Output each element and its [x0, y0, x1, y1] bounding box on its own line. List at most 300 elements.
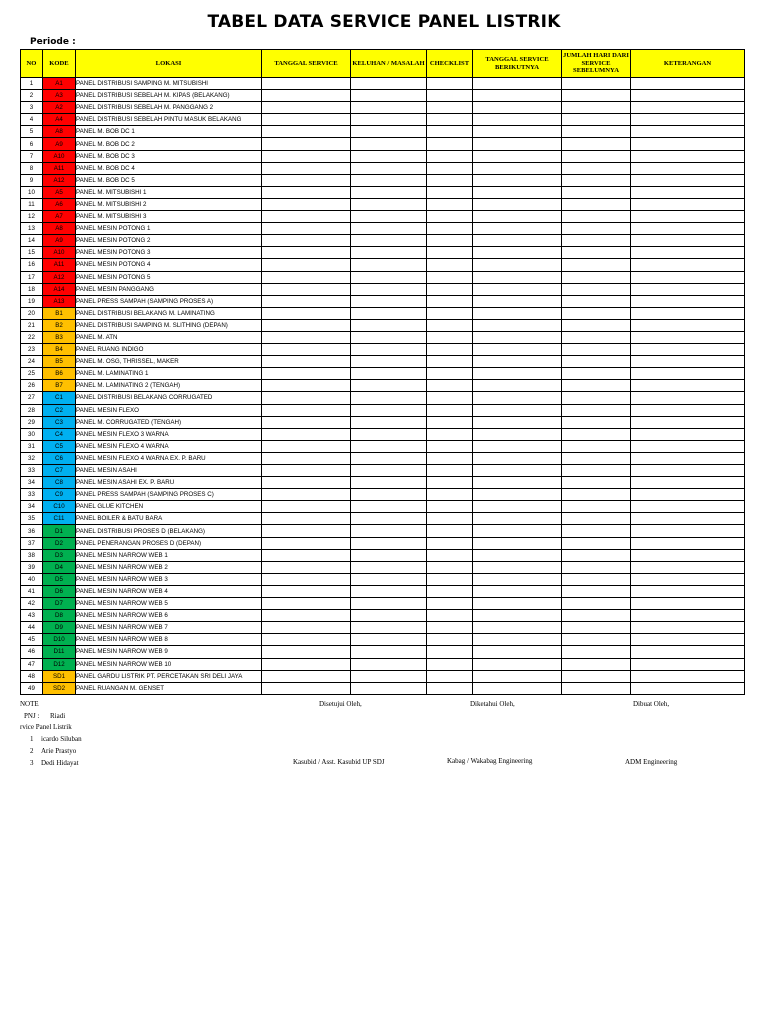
- table-row: [21, 392, 745, 404]
- row-no: 2: [21, 90, 43, 102]
- row-checklist: [427, 525, 473, 537]
- row-lokasi: PANEL DISTRIBUSI SAMPING M. MITSUBISHI: [76, 78, 262, 90]
- row-no: 1: [21, 78, 43, 90]
- service-table: [20, 49, 745, 695]
- row-lokasi: PANEL MESIN NARROW WEB 6: [76, 610, 262, 622]
- row-keterangan: [631, 344, 745, 356]
- row-lokasi: PANEL MESIN FLEXO 4 WARNA: [76, 440, 262, 452]
- row-no: 22: [21, 331, 43, 343]
- row-keluhan: [351, 356, 427, 368]
- row-kode: A12: [43, 271, 76, 283]
- row-keterangan: [631, 634, 745, 646]
- row-checklist: [427, 368, 473, 380]
- note-label: NOTE: [20, 700, 39, 708]
- row-jumlah-hari: [562, 295, 631, 307]
- row-jumlah-hari: [562, 186, 631, 198]
- row-keterangan: [631, 404, 745, 416]
- row-keluhan: [351, 489, 427, 501]
- table-row: [21, 344, 745, 356]
- row-lokasi: PANEL MESIN NARROW WEB 8: [76, 634, 262, 646]
- row-tanggal-service: [262, 114, 351, 126]
- table-row: [21, 561, 745, 573]
- row-keluhan: [351, 259, 427, 271]
- table-row: [21, 489, 745, 501]
- table-row: [21, 501, 745, 513]
- row-kode: A7: [43, 211, 76, 223]
- row-lokasi: PANEL MESIN NARROW WEB 4: [76, 585, 262, 597]
- row-checklist: [427, 331, 473, 343]
- row-keluhan: [351, 440, 427, 452]
- table-row: [21, 634, 745, 646]
- row-no: 39: [21, 561, 43, 573]
- row-checklist: [427, 622, 473, 634]
- row-tanggal-service: [262, 670, 351, 682]
- row-tanggal-service: [262, 368, 351, 380]
- row-kode: A9: [43, 138, 76, 150]
- row-checklist: [427, 585, 473, 597]
- row-keterangan: [631, 549, 745, 561]
- row-tanggal-service: [262, 247, 351, 259]
- row-keluhan: [351, 186, 427, 198]
- row-tanggal-berikutnya: [473, 392, 562, 404]
- row-kode: D5: [43, 573, 76, 585]
- table-row: [21, 102, 745, 114]
- row-jumlah-hari: [562, 102, 631, 114]
- row-keluhan: [351, 416, 427, 428]
- row-checklist: [427, 102, 473, 114]
- page-title: TABEL DATA SERVICE PANEL LISTRIK: [207, 12, 561, 32]
- row-kode: A9: [43, 235, 76, 247]
- table-row: [21, 537, 745, 549]
- row-keterangan: [631, 223, 745, 235]
- row-keterangan: [631, 513, 745, 525]
- row-jumlah-hari: [562, 368, 631, 380]
- row-no: 42: [21, 598, 43, 610]
- row-tanggal-berikutnya: [473, 489, 562, 501]
- row-jumlah-hari: [562, 549, 631, 561]
- row-tanggal-berikutnya: [473, 90, 562, 102]
- row-keluhan: [351, 138, 427, 150]
- row-lokasi: PANEL DISTRIBUSI BELAKANG CORRUGATED: [76, 392, 262, 404]
- row-keluhan: [351, 501, 427, 513]
- row-keterangan: [631, 174, 745, 186]
- row-lokasi: PANEL MESIN POTONG 2: [76, 235, 262, 247]
- row-keterangan: [631, 198, 745, 210]
- row-tanggal-service: [262, 259, 351, 271]
- table-row: [21, 271, 745, 283]
- row-no: 31: [21, 440, 43, 452]
- row-kode: B4: [43, 344, 76, 356]
- row-tanggal-berikutnya: [473, 150, 562, 162]
- row-no: 17: [21, 271, 43, 283]
- table-row: [21, 658, 745, 670]
- row-checklist: [427, 344, 473, 356]
- row-jumlah-hari: [562, 634, 631, 646]
- row-jumlah-hari: [562, 307, 631, 319]
- row-lokasi: PANEL MESIN NARROW WEB 2: [76, 561, 262, 573]
- row-checklist: [427, 162, 473, 174]
- table-row: [21, 174, 745, 186]
- row-tanggal-service: [262, 78, 351, 90]
- row-kode: D8: [43, 610, 76, 622]
- row-lokasi: PANEL M. BOB DC 5: [76, 174, 262, 186]
- row-kode: D7: [43, 598, 76, 610]
- row-tanggal-berikutnya: [473, 428, 562, 440]
- row-jumlah-hari: [562, 682, 631, 694]
- table-row: [21, 259, 745, 271]
- row-checklist: [427, 465, 473, 477]
- row-no: 46: [21, 646, 43, 658]
- row-checklist: [427, 223, 473, 235]
- table-row: [21, 549, 745, 561]
- row-tanggal-berikutnya: [473, 186, 562, 198]
- row-jumlah-hari: [562, 452, 631, 464]
- row-lokasi: PANEL BOILER & BATU BARA: [76, 513, 262, 525]
- table-row: [21, 78, 745, 90]
- table-row: [21, 452, 745, 464]
- row-tanggal-berikutnya: [473, 537, 562, 549]
- row-lokasi: PANEL DISTRIBUSI SEBELAH PINTU MASUK BELAKANG: [76, 114, 262, 126]
- row-keterangan: [631, 489, 745, 501]
- table-row: [21, 670, 745, 682]
- row-tanggal-service: [262, 380, 351, 392]
- row-keterangan: [631, 102, 745, 114]
- row-keterangan: [631, 465, 745, 477]
- row-no: 24: [21, 356, 43, 368]
- tech-name-3: Dedi Hidayat: [41, 759, 79, 767]
- row-tanggal-service: [262, 682, 351, 694]
- row-checklist: [427, 150, 473, 162]
- dibuat-label: Dibuat Oleh,: [633, 700, 670, 708]
- row-keterangan: [631, 670, 745, 682]
- row-checklist: [427, 247, 473, 259]
- row-tanggal-berikutnya: [473, 283, 562, 295]
- row-jumlah-hari: [562, 138, 631, 150]
- row-checklist: [427, 416, 473, 428]
- row-keterangan: [631, 573, 745, 585]
- row-kode: D4: [43, 561, 76, 573]
- row-tanggal-berikutnya: [473, 549, 562, 561]
- row-kode: D3: [43, 549, 76, 561]
- row-checklist: [427, 682, 473, 694]
- table-row: [21, 585, 745, 597]
- row-jumlah-hari: [562, 440, 631, 452]
- row-no: 37: [21, 537, 43, 549]
- row-keluhan: [351, 561, 427, 573]
- row-keterangan: [631, 501, 745, 513]
- row-keterangan: [631, 356, 745, 368]
- row-jumlah-hari: [562, 114, 631, 126]
- row-checklist: [427, 428, 473, 440]
- table-row: [21, 126, 745, 138]
- row-lokasi: PANEL MESIN PANGGANG: [76, 283, 262, 295]
- row-checklist: [427, 561, 473, 573]
- row-jumlah-hari: [562, 561, 631, 573]
- row-lokasi: PANEL M. MITSUBISHI 1: [76, 186, 262, 198]
- signature-kabag: Kabag / Wakabag Engineering: [447, 757, 533, 765]
- row-no: 7: [21, 150, 43, 162]
- row-keterangan: [631, 537, 745, 549]
- row-tanggal-berikutnya: [473, 114, 562, 126]
- table-row: [21, 198, 745, 210]
- row-keterangan: [631, 392, 745, 404]
- row-jumlah-hari: [562, 380, 631, 392]
- row-lokasi: PANEL M. BOB DC 2: [76, 138, 262, 150]
- row-kode: A8: [43, 126, 76, 138]
- row-no: 6: [21, 138, 43, 150]
- row-tanggal-service: [262, 658, 351, 670]
- row-checklist: [427, 489, 473, 501]
- row-tanggal-berikutnya: [473, 126, 562, 138]
- row-lokasi: PANEL MESIN NARROW WEB 7: [76, 622, 262, 634]
- row-tanggal-berikutnya: [473, 223, 562, 235]
- row-jumlah-hari: [562, 392, 631, 404]
- table-row: [21, 150, 745, 162]
- row-checklist: [427, 174, 473, 186]
- table-body: [21, 78, 745, 695]
- row-keluhan: [351, 307, 427, 319]
- table-row: [21, 465, 745, 477]
- row-tanggal-berikutnya: [473, 610, 562, 622]
- row-keluhan: [351, 126, 427, 138]
- row-kode: D9: [43, 622, 76, 634]
- row-lokasi: PANEL M. BOB DC 3: [76, 150, 262, 162]
- row-jumlah-hari: [562, 404, 631, 416]
- row-no: 40: [21, 573, 43, 585]
- table-row: [21, 646, 745, 658]
- row-kode: B6: [43, 368, 76, 380]
- header-kode: KODE: [43, 50, 76, 78]
- row-tanggal-berikutnya: [473, 465, 562, 477]
- row-tanggal-berikutnya: [473, 247, 562, 259]
- row-keterangan: [631, 452, 745, 464]
- row-keterangan: [631, 186, 745, 198]
- row-checklist: [427, 114, 473, 126]
- row-kode: B5: [43, 356, 76, 368]
- row-checklist: [427, 392, 473, 404]
- row-kode: D6: [43, 585, 76, 597]
- pnj-name: Riadi: [50, 712, 66, 720]
- signature-kasubid: Kasubid / Asst. Kasubid UP SDJ: [293, 758, 385, 766]
- row-keterangan: [631, 416, 745, 428]
- table-row: [21, 513, 745, 525]
- row-jumlah-hari: [562, 670, 631, 682]
- row-no: 11: [21, 198, 43, 210]
- row-checklist: [427, 259, 473, 271]
- row-keterangan: [631, 138, 745, 150]
- row-kode: A11: [43, 162, 76, 174]
- row-tanggal-service: [262, 319, 351, 331]
- row-keluhan: [351, 549, 427, 561]
- table-row: [21, 428, 745, 440]
- row-checklist: [427, 78, 473, 90]
- row-kode: A4: [43, 114, 76, 126]
- row-keterangan: [631, 114, 745, 126]
- row-no: 18: [21, 283, 43, 295]
- row-keluhan: [351, 283, 427, 295]
- row-jumlah-hari: [562, 235, 631, 247]
- row-checklist: [427, 598, 473, 610]
- disetujui-label: Disetujui Oleh,: [319, 700, 362, 708]
- row-no: 25: [21, 368, 43, 380]
- row-keterangan: [631, 658, 745, 670]
- row-keluhan: [351, 452, 427, 464]
- table-row: [21, 573, 745, 585]
- row-tanggal-service: [262, 549, 351, 561]
- row-no: 28: [21, 404, 43, 416]
- row-jumlah-hari: [562, 162, 631, 174]
- row-keluhan: [351, 162, 427, 174]
- row-keluhan: [351, 380, 427, 392]
- row-keluhan: [351, 598, 427, 610]
- table-row: [21, 331, 745, 343]
- row-tanggal-berikutnya: [473, 598, 562, 610]
- row-kode: C9: [43, 489, 76, 501]
- row-checklist: [427, 452, 473, 464]
- table-row: [21, 622, 745, 634]
- row-keterangan: [631, 150, 745, 162]
- row-no: 14: [21, 235, 43, 247]
- row-kode: A12: [43, 174, 76, 186]
- row-tanggal-service: [262, 416, 351, 428]
- row-no: 12: [21, 211, 43, 223]
- tech-num-2: 2: [30, 747, 34, 755]
- row-kode: A1: [43, 78, 76, 90]
- row-keterangan: [631, 78, 745, 90]
- row-jumlah-hari: [562, 537, 631, 549]
- row-tanggal-berikutnya: [473, 271, 562, 283]
- periode-label: Periode :: [30, 37, 76, 47]
- row-jumlah-hari: [562, 211, 631, 223]
- row-no: 8: [21, 162, 43, 174]
- table-row: [21, 682, 745, 694]
- row-jumlah-hari: [562, 247, 631, 259]
- row-lokasi: PANEL RUANG INDIGO: [76, 344, 262, 356]
- header-lokasi: LOKASI: [76, 50, 262, 78]
- row-kode: C3: [43, 416, 76, 428]
- row-jumlah-hari: [562, 646, 631, 658]
- row-keterangan: [631, 380, 745, 392]
- row-lokasi: PANEL M. MITSUBISHI 3: [76, 211, 262, 223]
- row-checklist: [427, 198, 473, 210]
- row-no: 21: [21, 319, 43, 331]
- row-no: 35: [21, 513, 43, 525]
- row-keterangan: [631, 235, 745, 247]
- row-tanggal-berikutnya: [473, 452, 562, 464]
- row-kode: B2: [43, 319, 76, 331]
- row-keterangan: [631, 585, 745, 597]
- row-tanggal-service: [262, 513, 351, 525]
- row-lokasi: PANEL MESIN NARROW WEB 9: [76, 646, 262, 658]
- row-tanggal-berikutnya: [473, 198, 562, 210]
- row-keluhan: [351, 610, 427, 622]
- row-lokasi: PANEL MESIN NARROW WEB 1: [76, 549, 262, 561]
- row-keluhan: [351, 404, 427, 416]
- row-keluhan: [351, 392, 427, 404]
- row-keterangan: [631, 126, 745, 138]
- row-keluhan: [351, 102, 427, 114]
- row-checklist: [427, 186, 473, 198]
- row-keterangan: [631, 307, 745, 319]
- row-keterangan: [631, 682, 745, 694]
- row-kode: D10: [43, 634, 76, 646]
- table-row: [21, 404, 745, 416]
- header-tanggal-service: TANGGAL SERVICE: [262, 50, 351, 78]
- row-tanggal-service: [262, 223, 351, 235]
- row-keterangan: [631, 283, 745, 295]
- row-checklist: [427, 537, 473, 549]
- row-keluhan: [351, 682, 427, 694]
- row-no: 33: [21, 489, 43, 501]
- row-no: 43: [21, 610, 43, 622]
- row-tanggal-service: [262, 501, 351, 513]
- row-lokasi: PANEL M. BOB DC 1: [76, 126, 262, 138]
- row-no: 36: [21, 525, 43, 537]
- header-keterangan: KETERANGAN: [631, 50, 745, 78]
- row-kode: C5: [43, 440, 76, 452]
- row-checklist: [427, 138, 473, 150]
- row-jumlah-hari: [562, 622, 631, 634]
- row-jumlah-hari: [562, 90, 631, 102]
- row-no: 45: [21, 634, 43, 646]
- row-kode: SD1: [43, 670, 76, 682]
- row-kode: A5: [43, 186, 76, 198]
- row-lokasi: PANEL GARDU LISTRIK PT. PERCETAKAN SRI DELI JAYA: [76, 670, 262, 682]
- row-lokasi: PANEL MESIN FLEXO 3 WARNA: [76, 428, 262, 440]
- row-keterangan: [631, 525, 745, 537]
- row-keluhan: [351, 114, 427, 126]
- row-keluhan: [351, 319, 427, 331]
- row-no: 38: [21, 549, 43, 561]
- row-kode: D12: [43, 658, 76, 670]
- row-checklist: [427, 549, 473, 561]
- row-lokasi: PANEL DISTRIBUSI SEBELAH M. KIPAS (BELAKANG): [76, 90, 262, 102]
- row-no: 48: [21, 670, 43, 682]
- row-no: 4: [21, 114, 43, 126]
- row-lokasi: PANEL MESIN POTONG 5: [76, 271, 262, 283]
- row-kode: A10: [43, 247, 76, 259]
- row-lokasi: PANEL MESIN POTONG 1: [76, 223, 262, 235]
- row-keluhan: [351, 331, 427, 343]
- row-jumlah-hari: [562, 78, 631, 90]
- row-keterangan: [631, 162, 745, 174]
- row-tanggal-service: [262, 344, 351, 356]
- row-lokasi: PANEL MESIN NARROW WEB 10: [76, 658, 262, 670]
- row-keluhan: [351, 477, 427, 489]
- row-keterangan: [631, 428, 745, 440]
- row-keterangan: [631, 368, 745, 380]
- row-jumlah-hari: [562, 428, 631, 440]
- row-kode: C4: [43, 428, 76, 440]
- row-tanggal-berikutnya: [473, 162, 562, 174]
- row-jumlah-hari: [562, 477, 631, 489]
- row-checklist: [427, 513, 473, 525]
- row-keterangan: [631, 247, 745, 259]
- row-jumlah-hari: [562, 465, 631, 477]
- table-row: [21, 477, 745, 489]
- row-no: 32: [21, 452, 43, 464]
- row-jumlah-hari: [562, 283, 631, 295]
- row-kode: B3: [43, 331, 76, 343]
- row-lokasi: PANEL MESIN ASAHI EX. P. BARU: [76, 477, 262, 489]
- row-checklist: [427, 404, 473, 416]
- header-no: NO: [21, 50, 43, 78]
- row-tanggal-berikutnya: [473, 295, 562, 307]
- row-keterangan: [631, 211, 745, 223]
- row-tanggal-service: [262, 573, 351, 585]
- row-keterangan: [631, 259, 745, 271]
- row-kode: C7: [43, 465, 76, 477]
